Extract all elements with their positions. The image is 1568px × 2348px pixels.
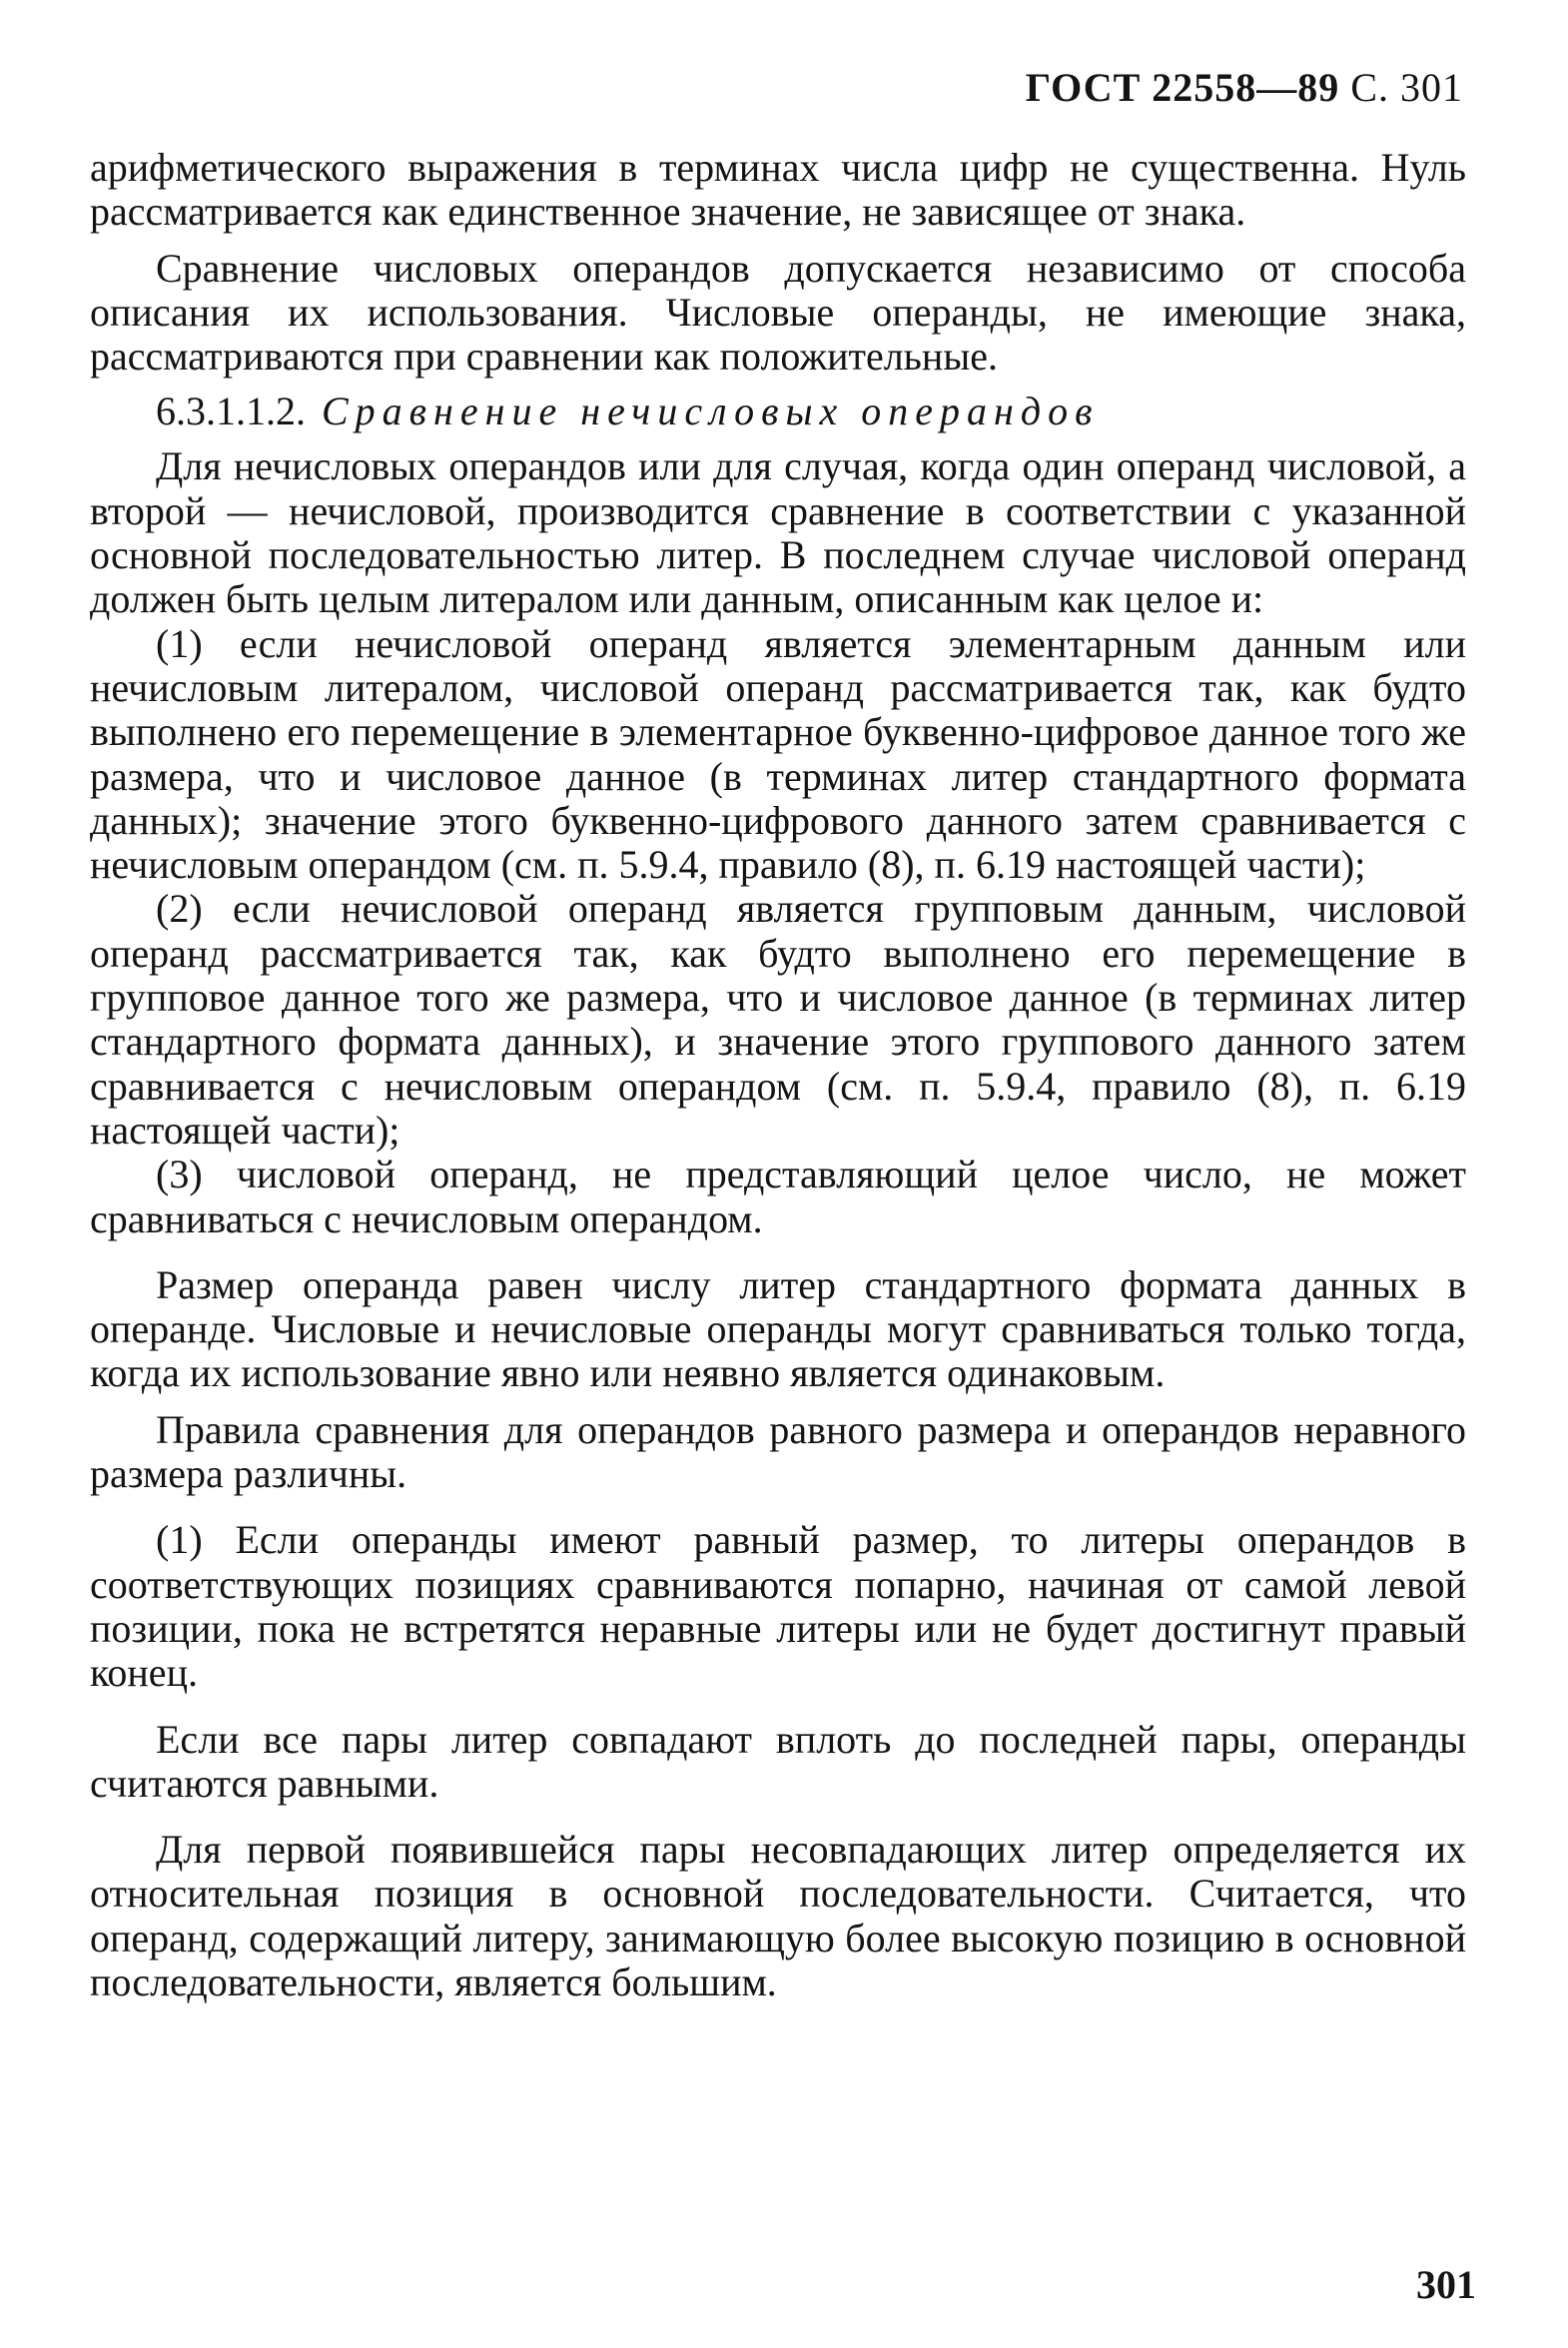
section-number: 6.3.1.1.2.	[156, 389, 306, 434]
list-item: (2) если нечисловой операнд является групповым данным, числовой операнд рассматривается так, как будто выполнено его перемещение в групповое данное того же размера, что и числовое данное (в терминах литер стандартного формата данных), и значение этого группового данного затем сравнивается с нечисловым операндом (см. п. 5.9.4, правило (8), п. 6.19 настоящей части);	[90, 886, 1466, 1153]
footer-page-number: 301	[1416, 2262, 1476, 2307]
body-text	[90, 146, 1466, 2004]
list-item: (1) Если операнды имеют равный размер, то литеры операндов в соответствующих позициях сравниваются попарно, начиная от самой левой позиции, пока не встретятся неравные литеры или не будет достигнут правый конец.	[90, 1517, 1466, 1696]
header-page-number: С. 301	[1350, 65, 1463, 110]
running-header	[1026, 64, 1463, 111]
paragraph-continuation: арифметического выражения в терминах числа цифр не существенна. Нуль рассматривается как единственное значение, не зависящее от знака.	[90, 145, 1466, 235]
section-title: Сравнение нечисловых операндов	[322, 389, 1100, 434]
paragraph: Правила сравнения для операндов равного размера и операндов неравного размера различны.	[90, 1406, 1466, 1497]
list-item: (3) числовой операнд, не представляющий целое число, не может сравниваться с нечисловым операндом.	[90, 1152, 1466, 1241]
paragraph: Сравнение числовых операндов допускается независимо от способа описания их использования. Числовые операнды, не имеющие знака, рассматриваются при сравнении как положительные.	[90, 245, 1466, 380]
paragraph: Размер операнда равен числу литер стандартного формата данных в операнде. Числовые и нечисловые операнды могут сравниваться только тогда, когда их использование явно или неявно является одинаковым.	[90, 1261, 1466, 1396]
standard-code: ГОСТ 22558—89	[1025, 65, 1340, 110]
paragraph: Если все пары литер совпадают вплоть до последней пары, операнды считаются равными.	[90, 1716, 1466, 1806]
section-heading	[90, 390, 1466, 433]
paragraph: Для нечисловых операндов или для случая, когда один операнд числовой, а второй — нечисловой, производится сравнение в соответствии с указанной основной последовательностью литер. В последнем случае числовой операнд должен быть целым литералом или данным, описанным как целое и:	[90, 443, 1466, 622]
list-item: (1) если нечисловой операнд является элементарным данным или нечисловым литералом, числовой операнд рассматривается так, как будто выполнено его перемещение в элементарное буквенно-цифровое данное того же размера, что и числовое данное (в терминах литер стандартного формата данных); значение этого буквенно-цифрового данного затем сравнивается с нечисловым операндом (см. п. 5.9.4, правило (8), п. 6.19 настоящей части);	[90, 620, 1466, 888]
paragraph: Для первой появившейся пары несовпадающих литер определяется их относительная позиция в основной последовательности. Считается, что операнд, содержащий литеру, занимающую более высокую позицию в основной последовательности, является большим.	[90, 1827, 1466, 2004]
